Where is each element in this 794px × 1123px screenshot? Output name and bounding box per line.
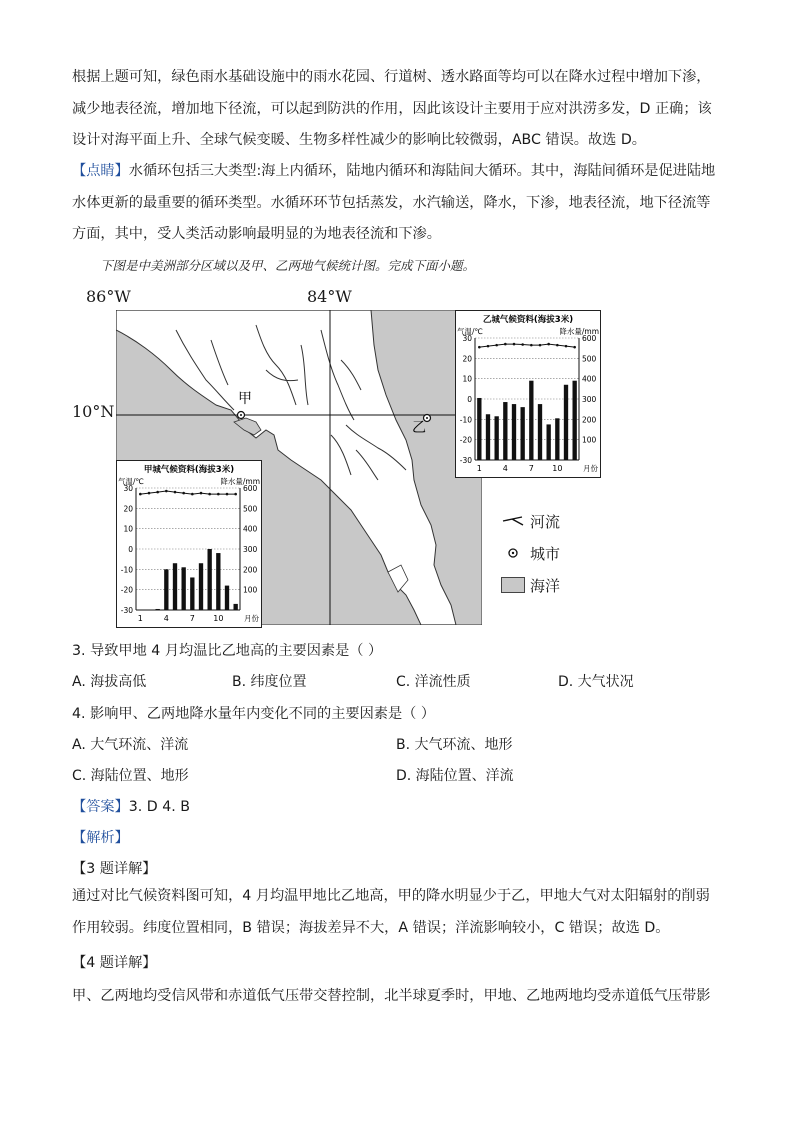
jia-temp-tick: -20 [120,585,133,595]
answer-text: 3. D 4. B [128,799,191,815]
q4-option-a: A. 大气环流、洋流 [72,737,189,753]
jia-temp-axis-label: 气温/℃ [118,477,144,486]
previous-explanation: 根据上题可知，绿色雨水基础设施中的雨水花园、行道树、透水路面等均可以在降水过程中增加下渗，减少地表径流，增加地下径流，可以起到防洪的作用，因此该设计主要用于应对洪涝多发，D 正确；该设计对海平面上升、全球气候变暖、生物多样性减少的影响比较微弱，ABC 错误。故选 D。 [72,69,712,148]
jia-xaxis-label: 月份 [244,614,259,623]
jia-precip-tick: 400 [243,524,258,534]
yi-temp-tick: 30 [462,334,472,343]
yi-temp-point [573,346,576,349]
jia-temp-tick: 10 [123,524,133,534]
yi-precip-bar [573,381,577,460]
answer-line [72,796,190,816]
yi-precip-tick: 300 [582,395,597,404]
q3-option-d: D. 大气状况 [558,674,634,690]
yi-precip-bar [503,402,507,460]
q4-option-c: C. 海陆位置、地形 [72,768,189,784]
yi-precip-bar [529,381,533,460]
jia-month-tick: 4 [163,614,169,623]
dianjing-tag: 【点睛】 [72,163,129,179]
yi-climate-chart [455,310,601,478]
q3-option-c: C. 洋流性质 [396,674,471,690]
jia-temp-point [174,491,177,494]
q3-option-b: B. 纬度位置 [232,674,307,690]
yi-title: 乙城气候资料(海拔3米) [482,315,574,325]
yi-month-tick: 4 [502,464,508,473]
jia-temp-point [234,493,237,496]
q4-detail-text: 甲、乙两地均受信风带和赤道低气压带交替控制，北半球夏季时，甲地、乙地两地均受赤道低气压带影 [72,988,711,1004]
jia-precip-tick: 200 [243,565,258,575]
yi-temp-point [556,344,559,347]
yi-temp-tick: -30 [459,456,472,465]
yi-precip-bar [564,385,568,460]
jia-temp-point [226,493,229,496]
yi-precip-bar [538,404,542,460]
yi-precip-tick: 500 [582,354,597,364]
yi-temp-point [487,345,490,348]
city-symbol-icon [496,547,530,559]
jia-precip-bar [173,563,177,610]
jia-precip-tick: 500 [243,504,258,514]
jia-precip-bar [225,586,229,610]
jia-temp-point [191,493,194,496]
jia-month-tick: 10 [213,614,224,623]
jia-month-tick: 1 [137,614,143,623]
jia-climate-chart [116,460,262,628]
yi-precip-bar [495,416,499,460]
jia-temp-tick: 0 [128,545,133,554]
dianjing-paragraph [72,156,718,251]
yi-month-tick: 10 [552,464,563,473]
yi-precip-tick: 400 [582,374,597,384]
figure-intro: 下图是中美洲部分区域以及甲、乙两地气候统计图。完成下面小题。 [100,258,476,273]
jia-precip-tick: 300 [243,545,258,554]
yi-precip-bar [486,414,490,460]
jia-precip-tick: 100 [243,585,258,595]
yi-temp-tick: 10 [462,374,472,384]
jia-precip-bar [156,609,160,610]
jia-precip-bar [216,553,220,610]
jia-precip-bar [208,549,212,610]
jia-month-tick: 7 [189,614,195,623]
jia-title: 甲城气候资料(海拔3米) [143,465,235,475]
jia-temp-tick: -30 [120,606,133,615]
question-4-stem: 4. 影响甲、乙两地降水量年内变化不同的主要因素是（ ） [72,706,436,722]
ocean-symbol-icon [496,577,530,593]
map-legend [496,505,616,601]
jia-temp-point [148,492,151,495]
yi-precip-bar [477,398,481,460]
jia-precip-bar [147,610,151,611]
q4-option-d: D. 海陆位置、洋流 [396,768,514,784]
yi-precip-tick: 200 [582,415,597,425]
q3-detail-tag: 【3 题详解】 [72,861,157,877]
jia-temp-tick: 30 [123,484,133,493]
yi-temp-point [521,343,524,346]
yi-month-tick: 7 [528,464,534,473]
jia-temp-tick: 20 [123,504,133,514]
legend-ocean: 海洋 [496,569,616,601]
question-3-stem: 3. 导致甲地 4 月均温比乙地高的主要因素是（ ） [72,643,383,659]
jia-precip-tick: 600 [243,484,258,493]
yi-precip-axis-label: 降水量/mm [559,327,599,336]
q4-detail-tag: 【4 题详解】 [72,955,157,971]
yi-temp-point [565,345,568,348]
lat-label-10n: 10°N [72,402,115,421]
dianjing-text: 水循环包括三大类型:海上内循环，陆地内循环和海陆间大循环。其中，海陆间循环是促进陆地水体更新的最重要的循环类型。水循环环节包括蒸发，水汽输送，降水，下渗，地表径流，地下径流等方面，其中，受人类活动影响最明显的为地表径流和下渗。 [72,163,716,242]
q3-option-a: A. 海拔高低 [72,674,147,690]
jia-temp-point [165,490,168,493]
legend-river: 河流 [496,505,616,537]
yi-precip-bar [512,404,516,460]
q3-detail-text: 通过对比气候资料图可知，4 月均温甲地比乙地高，甲的降水明显少于乙，甲地大气对太阳辐射的削弱作用较弱。纬度位置相同，B 错误；海拔差异不大，A 错误；洋流影响较小，C 错误；故选 D。 [72,888,710,936]
answer-tag: 【答案】 [72,799,129,815]
yi-temp-point [530,344,533,347]
lon-label-86w: 86°W [86,287,131,306]
yi-temp-point [513,343,516,346]
q4-option-b: B. 大气环流、地形 [396,737,513,753]
yi-temp-point [478,346,481,349]
yi-temp-point [539,344,542,347]
yi-temp-tick: -20 [459,435,472,445]
jia-precip-bar [190,577,194,610]
yi-xaxis-label: 月份 [583,464,598,473]
yi-precip-bar [555,418,559,460]
jia-temp-tick: -10 [120,565,133,575]
yi-precip-bar [547,424,551,460]
yi-month-tick: 1 [476,464,482,473]
jia-temp-point [156,491,159,494]
lon-label-84w: 84°W [307,287,352,306]
jia-temp-point [217,493,220,496]
jia-precip-bar [199,563,203,610]
city-yi-label: 乙 [412,420,426,436]
yi-temp-point [504,343,507,346]
river-symbol-icon [496,515,530,527]
yi-precip-tick: 600 [582,334,597,343]
yi-temp-tick: 0 [467,395,472,404]
yi-temp-point [495,344,498,347]
yi-temp-tick: -10 [459,415,472,425]
city-jia-label: 甲 [238,391,252,407]
jia-temp-point [139,493,142,496]
legend-city: 城市 [496,537,616,569]
jiexi-tag: 【解析】 [72,830,129,846]
jia-precip-bar [182,567,186,610]
jia-temp-point [182,492,185,495]
jia-precip-bar [138,610,142,611]
jia-precip-bar [164,569,168,610]
jia-temp-point [200,492,203,495]
jia-temp-point [208,493,211,496]
yi-temp-tick: 20 [462,354,472,364]
jia-precip-axis-label: 降水量/mm [220,477,260,486]
yi-temp-point [547,343,550,346]
jia-precip-bar [234,604,238,610]
yi-temp-axis-label: 气温/℃ [457,327,483,336]
yi-precip-tick: 100 [582,435,597,445]
yi-precip-bar [521,407,525,460]
